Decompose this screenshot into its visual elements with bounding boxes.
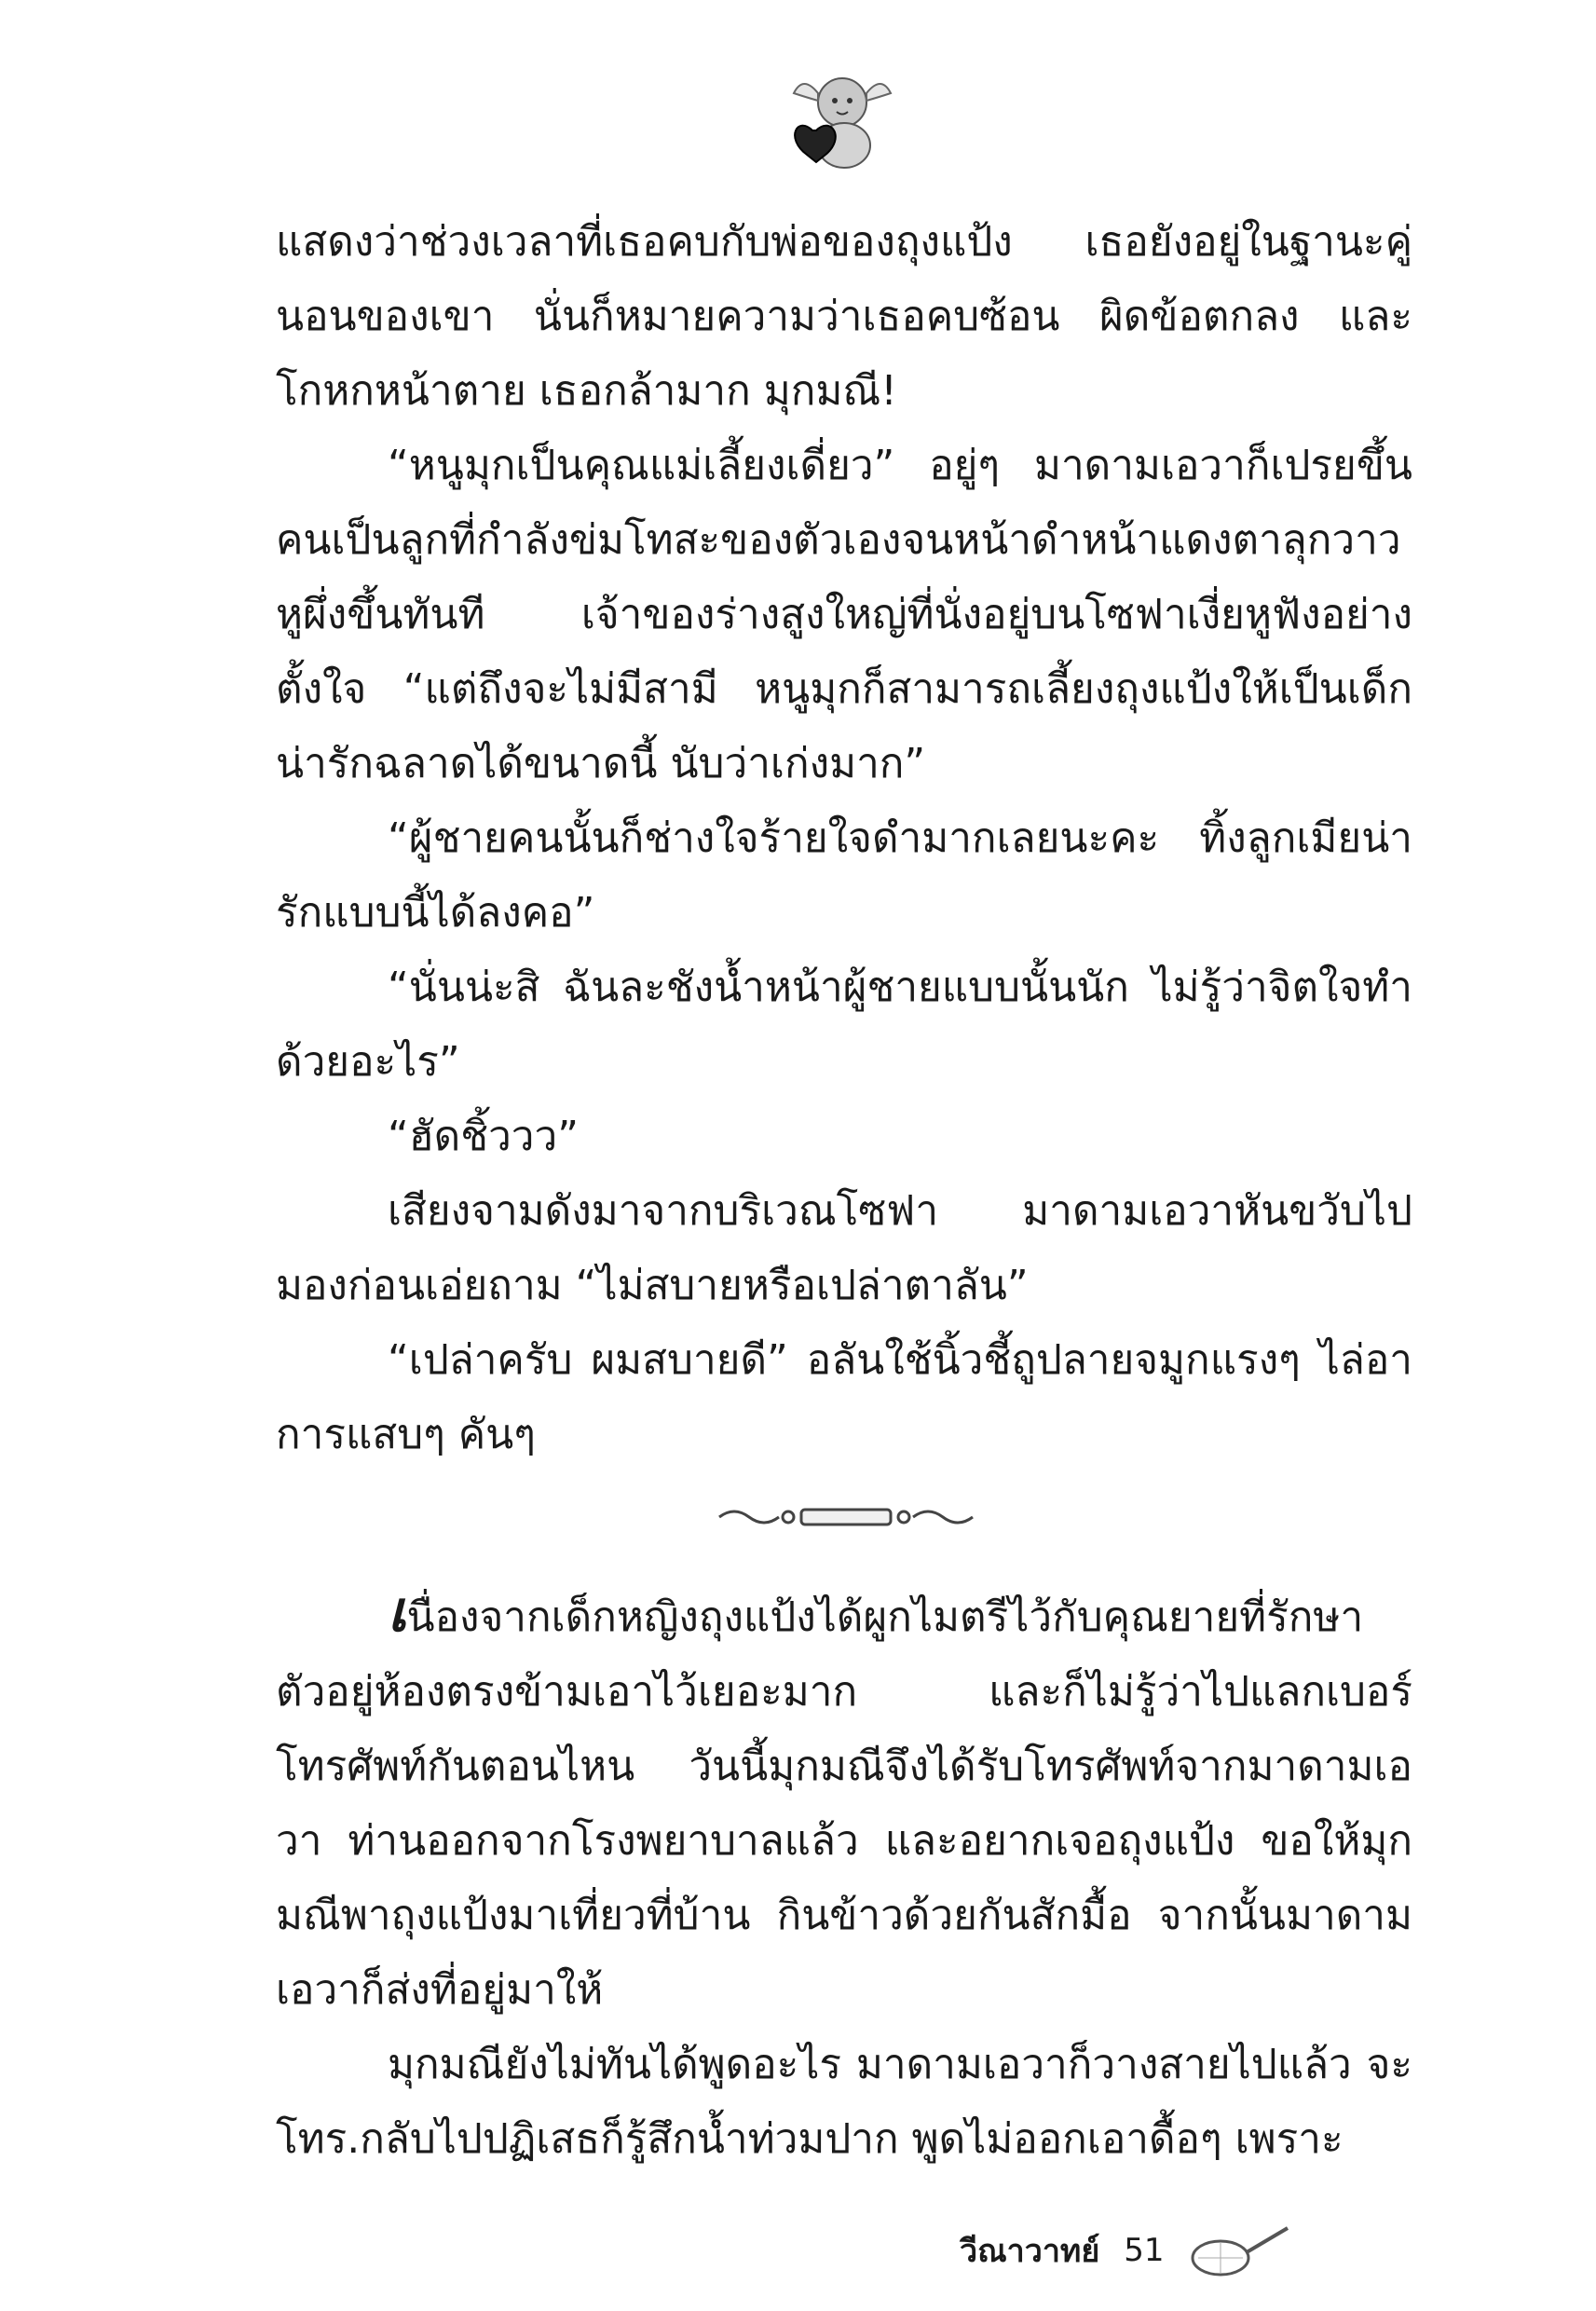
paragraph: “ฮัดชิ้ววว”	[388, 1113, 580, 1160]
paragraph: เสียงจามดังมาจากบริเวณโซฟา มาดามเอวาหันขวับไปมองก่อนเอ่ยถาม “ไม่สบายหรือเปล่าตาลัน”	[276, 1187, 1412, 1309]
paragraph: “ผู้ชายคนนั้นก็ช่างใจร้ายใจดำมากเลยนะคะ ทิ้งลูกเมียน่ารักแบบนี้ได้ลงคอ”	[276, 814, 1412, 937]
paragraph: มุกมณียังไม่ทันได้พูดอะไร มาดามเอวาก็วางสายไปแล้ว จะโทร.กลับไปปฏิเสธก็รู้สึกน้ำท่วมปาก พูดไม่ออกเอาดื้อๆ เพราะ	[276, 2041, 1412, 2163]
body-text-block-2	[276, 1575, 1412, 2177]
book-title: วีณาวาทย์	[960, 2233, 1100, 2270]
paragraph: “นั่นน่ะสิ ฉันละชังน้ำหน้าผู้ชายแบบนั้นนัก ไม่รู้ว่าจิตใจทำด้วยอะไร”	[276, 964, 1412, 1086]
page-footer	[960, 2218, 1291, 2283]
paragraph: “เปล่าครับ ผมสบายดี” อลันใช้นิ้วชี้ถูปลายจมูกแรงๆ ไล่อาการแสบๆ คันๆ	[276, 1336, 1412, 1458]
paragraph: “หนูมุกเป็นคุณแม่เลี้ยงเดี่ยว” อยู่ๆ มาดามเอวาก็เปรยขึ้น คนเป็นลูกที่กำลังข่มโทสะของตัวเองจนหน้าดำหน้าแดงตาลุกวาวหูผึ่งขึ้นทันที เจ้าของร่างสูงใหญ่ที่นั่งอยู่บนโซฟาเงี่ยหูฟังอย่างตั้งใจ “แต่ถึงจะไม่มีสามี หนูมุกก็สามารถเลี้ยงถุงแป้งให้เป็นเด็กน่ารักฉลาดได้ขนาดนี้ นับว่าเก่งมาก”	[276, 442, 1412, 787]
paragraph-text: นื่องจากเด็กหญิงถุงแป้งได้ผูกไมตรีไว้กับคุณยายที่รักษาตัวอยู่ห้องตรงข้ามเอาไว้เยอะมาก และก็ไม่รู้ว่าไปแลกเบอร์โทรศัพท์กันตอนไหน วันนี้มุกมณีจึงได้รับโทรศัพท์จากมาดามเอวา ท่านออกจากโรงพยาบาลแล้ว และอยากเจอถุงแป้ง ขอให้มุกมณีพาถุงแป้งมาเที่ยวที่บ้าน กินข้าวด้วยกันสักมื้อ จากนั้นมาดามเอวาก็ส่งที่อยู่มาให้	[276, 1593, 1412, 2014]
body-text-block-1	[276, 205, 1412, 1472]
badminton-racket-icon	[1189, 2222, 1291, 2278]
cupid-with-heart-icon	[784, 65, 896, 186]
paragraph: แสดงว่าช่วงเวลาที่เธอคบกับพ่อของถุงแป้ง เธอยังอยู่ในฐานะคู่นอนของเขา นั่นก็หมายความว่าเธอคบซ้อน ผิดข้อตกลง และโกหกหน้าตาย เธอกล้ามาก มุกมณี!	[276, 218, 1412, 415]
decorative-flourish-divider-icon	[716, 1498, 976, 1536]
drop-cap: เ	[388, 1579, 407, 1645]
paragraph	[276, 1575, 1412, 2028]
page-number: 51	[1124, 2232, 1165, 2269]
